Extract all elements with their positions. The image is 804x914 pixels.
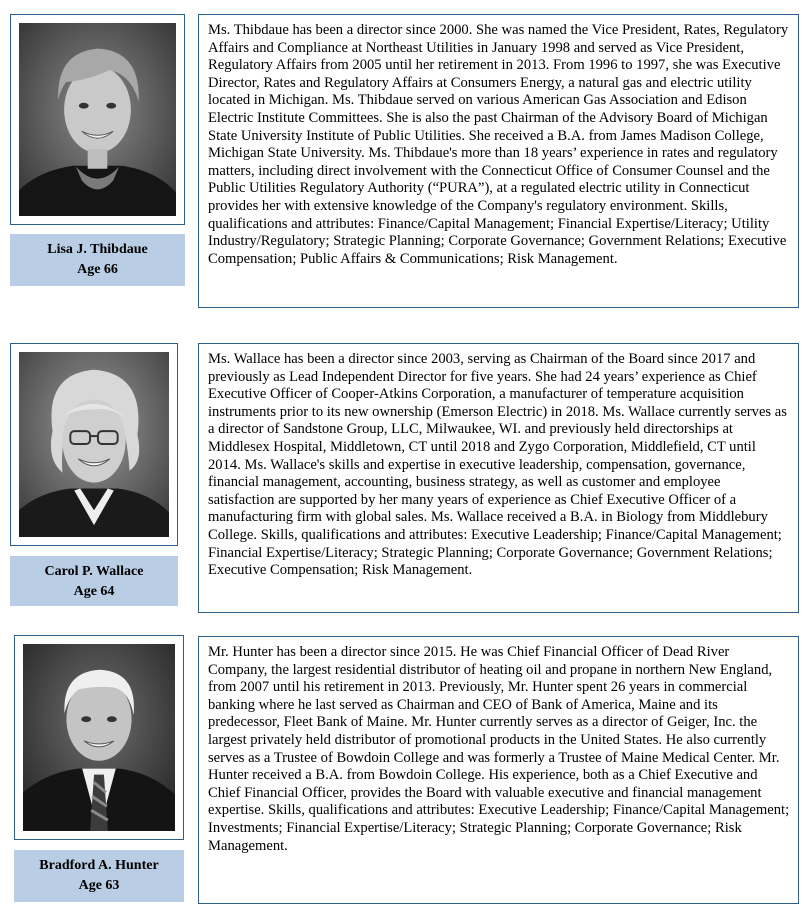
director-name-box xyxy=(10,556,178,606)
director-age: Age 63 xyxy=(78,878,120,893)
director-bio: Ms. Thibdaue has been a director since 2000. She was named the Vice President, Rates, Regulatory Affairs and Compliance at Northeast Utilities in January 1998 and served as Vice President, Regulatory Affairs from 2005 until her retirement in 2013. From 1996 to 1997, she was Executive Director, Rates and Regulatory Affairs at Consumers Energy, a natural gas and electric utility located in Michigan. Ms. Thibdaue served on various American Gas Association and Edison Electric Institute Committees. She is also the past Chairman of the Advisory Board of Michigan State University Institute of Public Utilities. She received a B.A. from James Madison College, Michigan State University. Ms. Thibdaue's more than 18 years’ experience in rates and regulatory matters, including direct involvement with the Connecticut Office of Consumer Counsel and the Public Utilities Regulatory Authority (“PURA”), at a regulated electric utility in Connecticut provides her with extensive knowledge of the Company's regulatory environment. Skills, qualifications and attributes: Finance/Capital Management; Financial Expertise/Literacy; Utility Industry/Regulatory; Strategic Planning; Corporate Governance; Government Relations; Executive Compensation; Public Affairs & Communications; Risk Management. xyxy=(198,14,799,308)
director-name: Bradford A. Hunter xyxy=(39,858,159,873)
director-age: Age 66 xyxy=(77,262,118,277)
director-age: Age 64 xyxy=(73,584,115,599)
director-name: Lisa J. Thibdaue xyxy=(47,242,148,257)
director-photo-frame xyxy=(14,635,184,840)
director-bio: Mr. Hunter has been a director since 2015. He was Chief Financial Officer of Dead River Company, the largest residential distributor of heating oil and propane in northern New England, from 2007 until his retirement in 2013. Previously, Mr. Hunter spent 26 years in commercial banking where he last served as Chairman and CEO of Bank of America, Maine and its predecessor, Fleet Bank of Maine. Mr. Hunter currently serves as a director of Geiger, Inc. the largest privately held distributor of promotional products in the United States. He also currently serves as a Trustee of Bowdoin College and was formerly a Trustee of Maine Medical Center. Mr. Hunter received a B.A. from Bowdoin College. His experience, both as a Chief Executive and Chief Financial Officer, provides the Board with valuable executive and financial management expertise. Skills, qualifications and attributes: Executive Leadership; Finance/Capital Management; Investments; Financial Expertise/Literacy; Strategic Planning; Corporate Governance; Risk Management. xyxy=(198,636,799,904)
director-bio: Ms. Wallace has been a director since 2003, serving as Chairman of the Board since 2017 and previously as Lead Independent Director for five years. She had 24 years’ experience as Chief Executive Officer of Cooper-Atkins Corporation, a manufacturer of temperature acquisition instruments prior to its new ownership (Emerson Electric) in 2018. Ms. Wallace currently serves as a director of Sandstone Group, LLC, Milwaukee, WI. and previously held directorships at Middlesex Hospital, Middletown, CT until 2018 and Zygo Corporation, Middlefield, CT until 2014. Ms. Wallace's skills and expertise in executive leadership, compensation, governance, financial management, accounting, business strategy, as well as customer and employee satisfaction are supported by her many years of experience as Chief Executive Officer of a manufacturing firm with global sales. Ms. Wallace received a B.A. in Biology from Middlebury College. Skills, qualifications and attributes: Executive Leadership; Finance/Capital Management; Financial Expertise/Literacy; Strategic Planning; Corporate Governance; Government Relations; Executive Compensation; Risk Management. xyxy=(198,343,799,613)
director-photo-frame xyxy=(10,14,185,225)
director-photo xyxy=(23,644,175,831)
director-name-box xyxy=(10,234,185,286)
director-photo-frame xyxy=(10,343,178,546)
director-photo xyxy=(19,23,176,216)
director-name-box xyxy=(14,850,184,902)
director-name: Carol P. Wallace xyxy=(44,564,144,579)
director-photo xyxy=(19,352,169,537)
